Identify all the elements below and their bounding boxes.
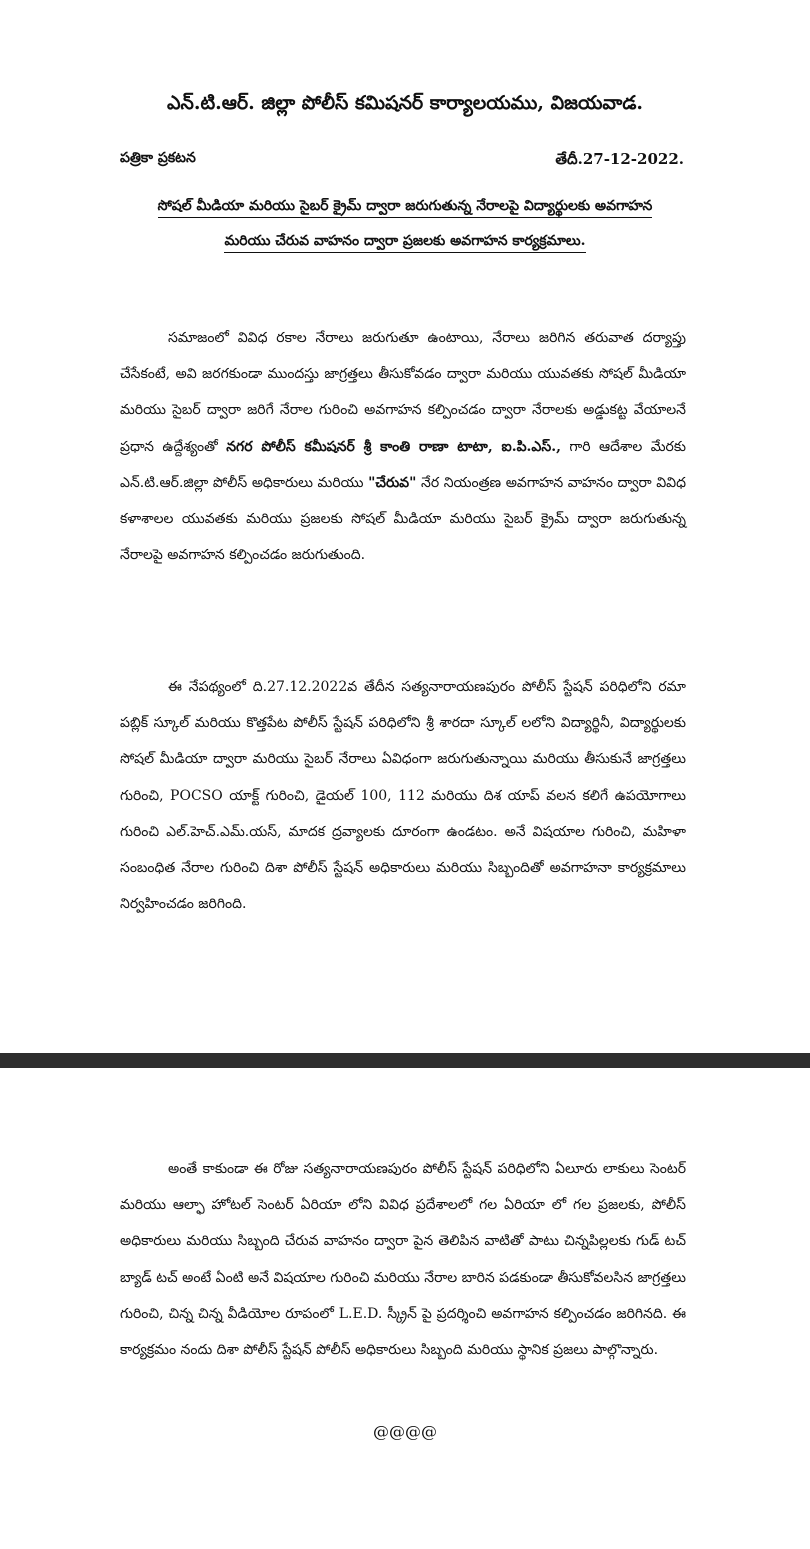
paragraph-1 xyxy=(120,320,686,573)
paragraph-1-part-a: సమాజంలో వివిధ రకాల నేరాలు జరుగుతూ ఉంటాయి, నేరాలు జరిగిన తరువాత దర్యాప్తు చేసేకంటే, అవి జరగకుండా ముందస్తు జాగ్రత్తలు తీసుకోవడం ద్వారా మరియు యువతకు సోషల్ మీడియా మరియు సైబర్ ద్వారా జరిగే నేరాల గురించి అవగాహన కల్పించడం ద్వారా నేరాలకు అడ్డుకట్ట వేయాలనే ప్రధాన ఉద్దేశ్యంతో xyxy=(120,330,686,455)
subject-line-2-text: మరియు చేరువ వాహనం ద్వారా ప్రజలకు అవగాహన కార్యక్రమాలు. xyxy=(224,233,585,253)
subject-line-1 xyxy=(110,198,700,217)
paragraph-2: ఈ నేపథ్యంలో ది.27.12.2022వ తేదీన సత్యనారాయణపురం పోలీస్ స్టేషన్ పరిధిలోని రమా పబ్లిక్ స్కూల్ మరియు కొత్తపేట పోలీస్ స్టేషన్ పరిధిలోని శ్రీ శారదా స్కూల్ లలోని విద్యార్థినీ, విద్యార్థులకు సోషల్ మీడియా ద్వారా మరియు సైబర్ నేరాలు ఏవిధంగా జరుగుతున్నాయి మరియు తీసుకునే జాగ్రత్తలు గురించి, POCSO యాక్ట్ గురించి, డైయల్ 100, 112 మరియు దిశ యాప్ వలన కలిగే ఉపయోగాలు గురించి ఎల్.హెచ్.ఎమ్.యస్, మాదక ద్రవ్యాలకు దూరంగా ఉండటం. అనే విషయాల గురించి, మహిళా సంబంధిత నేరాల గురించి దిశా పోలీస్ స్టేషన్ అధికారులు మరియు సిబ్బందితో అవగాహనా కార్యక్రమాలు నిర్వహించడం జరిగింది. xyxy=(120,679,686,913)
page-divider xyxy=(0,1053,810,1068)
release-date: తేదీ.27-12-2022. xyxy=(555,150,684,168)
press-release-label: పత్రికా ప్రకటన xyxy=(120,150,196,166)
paragraph-1-part-c: నేర నియంత్రణ అవగాహన వాహనం ద్వారా వివిధ కళాశాలల యువతకు మరియు ప్రజలకు సోషల్ మీడియా మరియు సైబర్ క్రైమ్ ద్వారా జరుగుతున్న నేరాలపై అవగాహన కల్పించడం జరుగుతుంది. xyxy=(120,474,686,564)
paragraph-3: అంతే కాకుండా ఈ రోజు సత్యనారాయణపురం పోలీస్ స్టేషన్ పరిధిలోని ఏలూరు లాకులు సెంటర్ మరియు ఆల్ఫా హోటల్ సెంటర్ ఏరియా లోని వివిధ ప్రదేశాలలో గల ఏరియా లో గల ప్రజలకు, పోలీస్ అధికారులు మరియు సిబ్బంది చేరువ వాహనం ద్వారా పైన తెలిపిన వాటితో పాటు చిన్నపిల్లలకు గుడ్ టచ్ బ్యాడ్ టచ్ అంటే ఏంటి అనే విషయాల గురించి మరియు నేరాల బారిన పడకుండా తీసుకోవలసిన జాగ్రత్తలు గురించి, చిన్న చిన్న వీడియోల రూపంలో L.E.D. స్క్రీన్ పై ప్రదర్శించి అవగాహన కల్పించడం జరిగినది. ఈ కార్యక్రమం నందు దిశా పోలీస్ స్టేషన్ పోలీస్ అధికారులు సిబ్బంది మరియు స్థానిక ప్రజలు పాల్గొన్నారు. xyxy=(120,1161,687,1359)
office-title: ఎన్.టి.ఆర్. జిల్లా పోలీస్ కమిషనర్ కార్యాలయము, విజయవాడ. xyxy=(166,92,644,114)
commissioner-name: నగర పోలీస్ కమీషనర్ శ్రీ కాంతి రాణా టాటా, ఐ.పి.ఎస్., xyxy=(226,438,561,455)
subject-line-2 xyxy=(110,233,700,252)
closing-mark: @@@@ xyxy=(373,1422,437,1441)
cheruva-name: "చేరువ" xyxy=(368,474,417,491)
paragraph-1-part-b: గారి ఆదేశాల మేరకు ఎన్.టి.ఆర్.జిల్లా పోలీస్ అధికారులు మరియు xyxy=(120,438,686,491)
subject-line-1-text: సోషల్ మీడియా మరియు సైబర్ క్రైమ్ ద్వారా జరుగుతున్న నేరాలపై విద్యార్థులకు అవగాహన xyxy=(158,198,653,218)
